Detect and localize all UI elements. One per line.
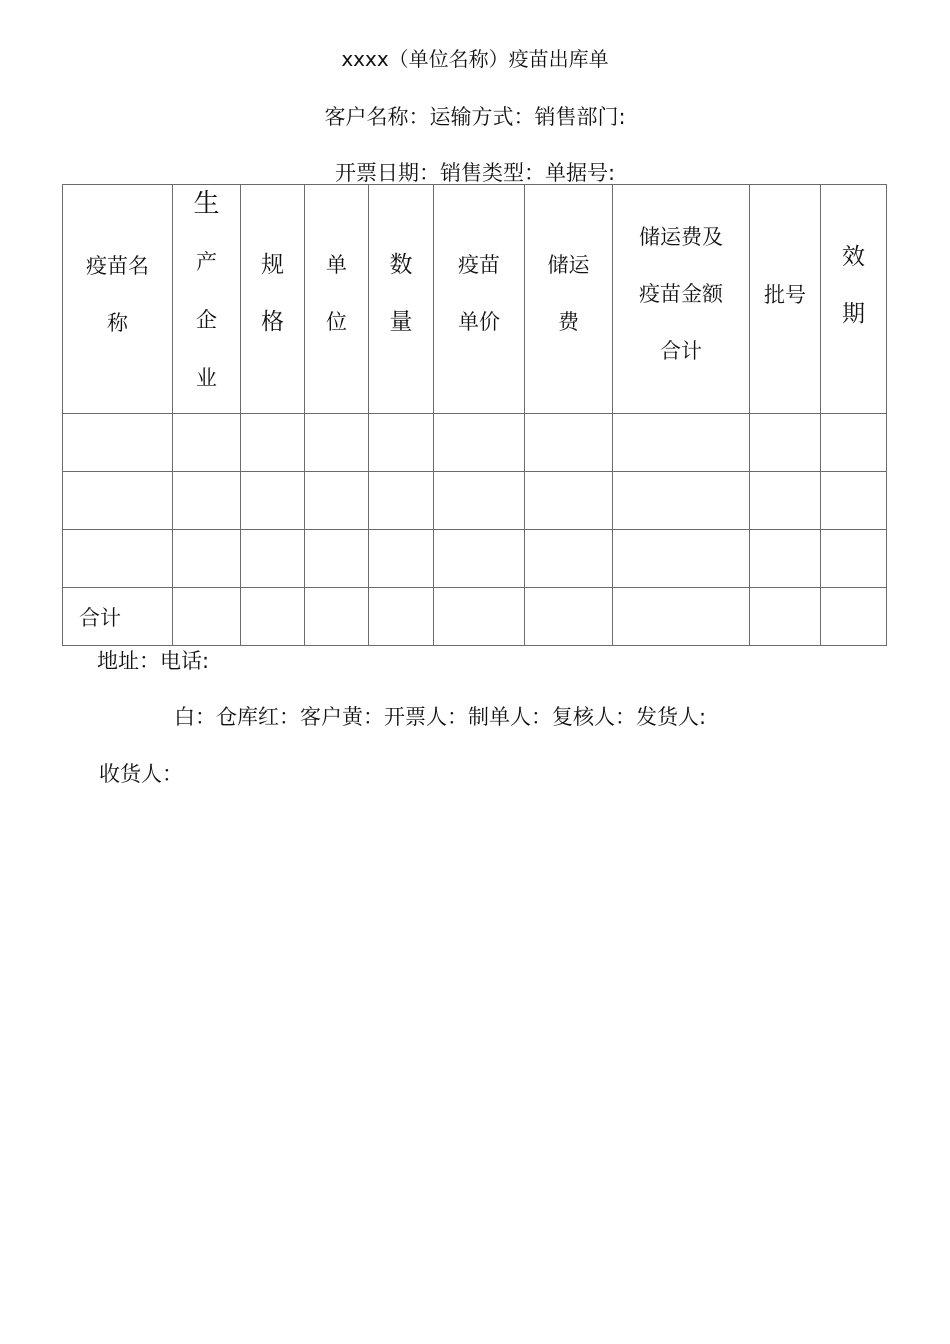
- table-cell[interactable]: [434, 588, 525, 646]
- total-label: 合计: [63, 588, 173, 646]
- header-total-amount: 储运费及 疫苗金额 合计: [613, 185, 750, 414]
- table-cell[interactable]: [241, 588, 305, 646]
- table-cell[interactable]: [369, 472, 434, 530]
- table-cell[interactable]: [173, 472, 241, 530]
- meta-line-customer: 客户名称：运输方式：销售部门:: [324, 105, 626, 129]
- table-cell[interactable]: [525, 472, 613, 530]
- table-cell[interactable]: [241, 472, 305, 530]
- table-cell[interactable]: [305, 588, 369, 646]
- table-cell[interactable]: [613, 588, 750, 646]
- table-cell[interactable]: [173, 530, 241, 588]
- document-title: xxxx（单位名称）疫苗出库单: [341, 47, 609, 71]
- table-cell[interactable]: [369, 530, 434, 588]
- table-cell[interactable]: [63, 414, 173, 472]
- table-header-row: [63, 185, 887, 414]
- header-manufacturer: 生 产 企 业: [173, 185, 241, 414]
- table-cell[interactable]: [305, 414, 369, 472]
- table-cell[interactable]: [173, 414, 241, 472]
- table-cell[interactable]: [821, 588, 887, 646]
- table-cell[interactable]: [525, 588, 613, 646]
- address-phone-line: 地址：电话:: [97, 649, 210, 673]
- header-unit-price: 疫苗 单价: [434, 185, 525, 414]
- table-cell[interactable]: [750, 414, 821, 472]
- table-row: [63, 530, 887, 588]
- table-cell[interactable]: [525, 530, 613, 588]
- vaccine-outbound-table: [62, 184, 887, 646]
- table-cell[interactable]: [63, 530, 173, 588]
- table-cell[interactable]: [369, 588, 434, 646]
- table-cell[interactable]: [613, 472, 750, 530]
- receiver-line: 收货人：: [99, 762, 183, 786]
- table-cell[interactable]: [821, 530, 887, 588]
- table-cell[interactable]: [821, 414, 887, 472]
- header-batch-number: 批号: [750, 185, 821, 414]
- copies-signature-line: 白：仓库红：客户黄：开票人：制单人：复核人：发货人:: [174, 705, 707, 729]
- meta-line-invoice: 开票日期：销售类型：单据号:: [334, 161, 616, 185]
- header-specification: 规 格: [241, 185, 305, 414]
- table-total-row: [63, 588, 887, 646]
- table-cell[interactable]: [750, 530, 821, 588]
- header-storage-fee: 储运 费: [525, 185, 613, 414]
- table-cell[interactable]: [63, 472, 173, 530]
- table-cell[interactable]: [305, 472, 369, 530]
- table-cell[interactable]: [434, 472, 525, 530]
- table-cell[interactable]: [241, 414, 305, 472]
- header-expiry: 效 期: [821, 185, 887, 414]
- table-cell[interactable]: [241, 530, 305, 588]
- table-cell[interactable]: [369, 414, 434, 472]
- table-cell[interactable]: [613, 414, 750, 472]
- table-cell[interactable]: [613, 530, 750, 588]
- table-cell[interactable]: [305, 530, 369, 588]
- table-row: [63, 414, 887, 472]
- table-cell[interactable]: [821, 472, 887, 530]
- table-cell[interactable]: [525, 414, 613, 472]
- table-cell[interactable]: [173, 588, 241, 646]
- table-cell[interactable]: [750, 472, 821, 530]
- table-row: [63, 472, 887, 530]
- header-unit: 单 位: [305, 185, 369, 414]
- header-quantity: 数 量: [369, 185, 434, 414]
- header-vaccine-name: 疫苗名 称: [63, 185, 173, 414]
- table-cell[interactable]: [434, 414, 525, 472]
- table-cell[interactable]: [434, 530, 525, 588]
- table-cell[interactable]: [750, 588, 821, 646]
